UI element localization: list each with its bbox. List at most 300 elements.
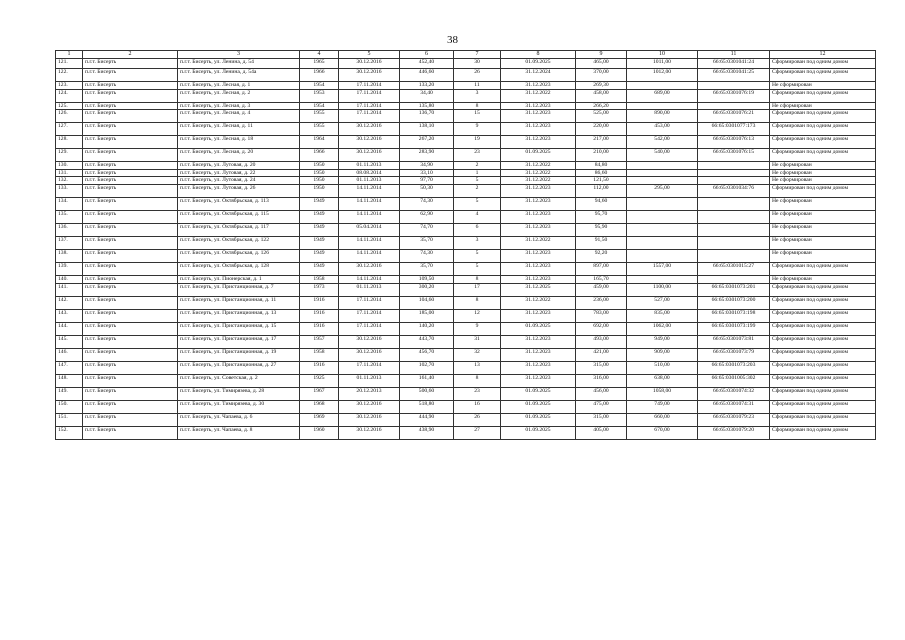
- cell-build-year: 1950: [300, 184, 339, 197]
- cell-area-2: 217,00: [576, 136, 627, 149]
- cell-settlement: п.г.т. Бисерть: [83, 177, 178, 185]
- cell-deadline: 01.09.2025: [501, 400, 576, 413]
- cell-area-2: 121,50: [576, 177, 627, 185]
- cell-row-number: 127.: [56, 123, 83, 136]
- cell-deadline: 31.12.2023: [501, 223, 576, 236]
- cell-land-status: Не сформирован: [770, 169, 876, 177]
- cell-build-year: 1916: [300, 296, 339, 309]
- cell-residents: 9: [454, 322, 501, 335]
- cell-settlement: п.г.т. Бисерть: [83, 210, 178, 223]
- cell-deadline: 01.09.2025: [501, 59, 576, 69]
- cell-settlement: п.г.т. Бисерть: [83, 283, 178, 296]
- cell-cadastral-number: 66:65:0301076:19: [698, 89, 770, 102]
- cell-build-year: 1925: [300, 374, 339, 387]
- table-row: [56, 59, 876, 69]
- cell-land-status: Сформирован под одним домом: [770, 400, 876, 413]
- cell-land-area: 638,00: [627, 374, 698, 387]
- cell-row-number: 149.: [56, 387, 83, 400]
- cell-area: 74,30: [400, 197, 454, 210]
- cell-row-number: 139.: [56, 262, 83, 275]
- cell-residents: 5: [454, 262, 501, 275]
- cell-settlement: п.г.т. Бисерть: [83, 249, 178, 262]
- cell-deadline: 31.12.2023: [501, 110, 576, 123]
- cell-residents: 6: [454, 223, 501, 236]
- cell-address: п.г.т. Бисерть, ул. Лесная, д. 11: [178, 123, 300, 136]
- cell-settlement: п.г.т. Бисерть: [83, 149, 178, 162]
- cell-residents: 19: [454, 136, 501, 149]
- cell-address: п.г.т. Бисерть, ул. Октябрьская, д. 122: [178, 236, 300, 249]
- cell-deadline: 31.12.2024: [501, 69, 576, 82]
- cell-settlement: п.г.т. Бисерть: [83, 136, 178, 149]
- cell-area: 62,90: [400, 210, 454, 223]
- cell-area-2: 459,00: [576, 283, 627, 296]
- cell-deadline: 01.09.2025: [501, 413, 576, 426]
- cell-land-status: Сформирован под одним домом: [770, 69, 876, 82]
- cell-area: 138,10: [400, 123, 454, 136]
- table-row: [56, 184, 876, 197]
- cell-land-area: 1011,00: [627, 59, 698, 69]
- cell-land-status: Сформирован под одним домом: [770, 296, 876, 309]
- table-row: [56, 236, 876, 249]
- cell-address: п.г.т. Бисерть, ул. Лутовая, д. 24: [178, 177, 300, 185]
- table-row: [56, 197, 876, 210]
- cell-deadline: 01.09.2025: [501, 322, 576, 335]
- cell-area-2: 315,00: [576, 413, 627, 426]
- cell-address: п.г.т. Бисерть, ул. Чапаева, д. 8: [178, 426, 300, 439]
- column-header-5: 5: [339, 51, 400, 59]
- cell-deadline: 31.12.2023: [501, 210, 576, 223]
- cell-row-number: 121.: [56, 59, 83, 69]
- cell-row-number: 144.: [56, 322, 83, 335]
- column-header-1: 1: [56, 51, 83, 59]
- cell-inspection-date: 01.11.2013: [339, 177, 400, 185]
- table-row: [56, 102, 876, 110]
- cell-land-area: [627, 275, 698, 283]
- cell-residents: 26: [454, 413, 501, 426]
- cell-deadline: 31.12.2023: [501, 184, 576, 197]
- cell-land-status: Не сформирован: [770, 210, 876, 223]
- cell-settlement: п.г.т. Бисерть: [83, 413, 178, 426]
- cell-deadline: 31.12.2025: [501, 283, 576, 296]
- cell-area-2: 91,50: [576, 236, 627, 249]
- cell-inspection-date: 30.12.2016: [339, 262, 400, 275]
- cell-address: п.г.т. Бисерть, ул. Чапаева, д. 6: [178, 413, 300, 426]
- cell-land-area: 453,00: [627, 123, 698, 136]
- cell-cadastral-number: [698, 275, 770, 283]
- cell-land-area: 909,00: [627, 348, 698, 361]
- cell-residents: 8: [454, 374, 501, 387]
- cell-area: 34,90: [400, 162, 454, 170]
- cell-land-status: Не сформирован: [770, 102, 876, 110]
- cell-land-status: Не сформирован: [770, 223, 876, 236]
- cell-land-status: Не сформирован: [770, 236, 876, 249]
- cell-build-year: 1949: [300, 197, 339, 210]
- cell-settlement: п.г.т. Бисерть: [83, 184, 178, 197]
- cell-settlement: п.г.т. Бисерть: [83, 262, 178, 275]
- cell-address: п.г.т. Бисерть, ул. Тимирязева, д. 28: [178, 387, 300, 400]
- table-row: [56, 387, 876, 400]
- cell-build-year: 1949: [300, 223, 339, 236]
- cell-cadastral-number: [698, 102, 770, 110]
- cell-build-year: 1955: [300, 123, 339, 136]
- cell-inspection-date: 17.11.2014: [339, 82, 400, 90]
- cell-inspection-date: 05.04.2014: [339, 223, 400, 236]
- cell-area-2: 86,60: [576, 169, 627, 177]
- cell-cadastral-number: [698, 249, 770, 262]
- cell-row-number: 150.: [56, 400, 83, 413]
- cell-land-area: 689,00: [627, 89, 698, 102]
- cell-row-number: 132.: [56, 177, 83, 185]
- cell-row-number: 130.: [56, 162, 83, 170]
- cell-row-number: 143.: [56, 309, 83, 322]
- header-row: [56, 51, 876, 59]
- cell-row-number: 131.: [56, 169, 83, 177]
- column-header-6: 6: [400, 51, 454, 59]
- cell-area-2: 95,70: [576, 210, 627, 223]
- cell-deadline: 31.12.2023: [501, 335, 576, 348]
- table-row: [56, 110, 876, 123]
- cell-land-status: Сформирован под одним домом: [770, 348, 876, 361]
- cell-deadline: 31.12.2023: [501, 123, 576, 136]
- cell-area-2: 525,00: [576, 110, 627, 123]
- cell-row-number: 151.: [56, 413, 83, 426]
- cell-area-2: 897,00: [576, 262, 627, 275]
- cell-land-area: 1557,00: [627, 262, 698, 275]
- cell-land-area: [627, 82, 698, 90]
- cell-row-number: 137.: [56, 236, 83, 249]
- cell-area-2: 94,60: [576, 197, 627, 210]
- cell-residents: 27: [454, 426, 501, 439]
- cell-build-year: 1966: [300, 149, 339, 162]
- cell-area: 300,20: [400, 283, 454, 296]
- cell-residents: 23: [454, 149, 501, 162]
- cell-cadastral-number: 66:65:0301074:31: [698, 400, 770, 413]
- cell-settlement: п.г.т. Бисерть: [83, 89, 178, 102]
- cell-inspection-date: 30.12.2016: [339, 348, 400, 361]
- cell-cadastral-number: [698, 177, 770, 185]
- cell-row-number: 136.: [56, 223, 83, 236]
- cell-deadline: 31.12.2023: [501, 309, 576, 322]
- cell-address: п.г.т. Бисерть, ул. Советская, д. 2: [178, 374, 300, 387]
- table-row: [56, 322, 876, 335]
- cell-build-year: 1916: [300, 309, 339, 322]
- cell-inspection-date: 01.11.2013: [339, 283, 400, 296]
- cell-residents: 15: [454, 110, 501, 123]
- cell-build-year: 1958: [300, 348, 339, 361]
- column-header-2: 2: [83, 51, 178, 59]
- cell-row-number: 138.: [56, 249, 83, 262]
- cell-cadastral-number: [698, 197, 770, 210]
- cell-inspection-date: 17.11.2014: [339, 322, 400, 335]
- cell-address: п.г.т. Бисерть, ул. Лесная, д. 2: [178, 89, 300, 102]
- cell-row-number: 135.: [56, 210, 83, 223]
- cell-inspection-date: 14.11.2014: [339, 210, 400, 223]
- cell-build-year: 1964: [300, 136, 339, 149]
- cell-residents: 2: [454, 162, 501, 170]
- cell-build-year: 1949: [300, 210, 339, 223]
- cell-area-2: 465,00: [576, 59, 627, 69]
- cell-area: 135,80: [400, 102, 454, 110]
- cell-settlement: п.г.т. Бисерть: [83, 110, 178, 123]
- cell-land-status: Сформирован под одним домом: [770, 413, 876, 426]
- table-row: [56, 262, 876, 275]
- cell-land-status: Сформирован под одним домом: [770, 322, 876, 335]
- cell-settlement: п.г.т. Бисерть: [83, 426, 178, 439]
- table-row: [56, 374, 876, 387]
- cell-deadline: 31.12.2022: [501, 162, 576, 170]
- table-row: [56, 348, 876, 361]
- cell-residents: 8: [454, 102, 501, 110]
- cell-land-area: 1058,00: [627, 387, 698, 400]
- cell-area-2: 316,00: [576, 374, 627, 387]
- cell-inspection-date: 17.11.2014: [339, 309, 400, 322]
- cell-land-status: Не сформирован: [770, 177, 876, 185]
- cell-row-number: 129.: [56, 149, 83, 162]
- cell-land-status: Сформирован под одним домом: [770, 374, 876, 387]
- cell-cadastral-number: [698, 236, 770, 249]
- cell-land-status: Сформирован под одним домом: [770, 59, 876, 69]
- cell-address: п.г.т. Бисерть, ул. Лесная, д. 20: [178, 149, 300, 162]
- column-header-11: 11: [698, 51, 770, 59]
- cell-residents: 5: [454, 249, 501, 262]
- cell-deadline: 01.09.2025: [501, 387, 576, 400]
- cell-inspection-date: 14.11.2014: [339, 236, 400, 249]
- cell-build-year: 1949: [300, 236, 339, 249]
- cell-build-year: 1960: [300, 426, 339, 439]
- cell-settlement: п.г.т. Бисерть: [83, 374, 178, 387]
- cell-deadline: 31.12.2023: [501, 275, 576, 283]
- cell-deadline: 31.12.2022: [501, 296, 576, 309]
- cell-address: п.г.т. Бисерть, ул. Лесная, д. 18: [178, 136, 300, 149]
- cell-land-status: Сформирован под одним домом: [770, 387, 876, 400]
- cell-build-year: 1916: [300, 322, 339, 335]
- cell-address: п.г.т. Бисерть, ул. Октябрьская, д. 113: [178, 197, 300, 210]
- table-row: [56, 162, 876, 170]
- cell-address: п.г.т. Бисерть, ул. Пристанционная, д. 27: [178, 361, 300, 374]
- cell-land-area: 1062,00: [627, 322, 698, 335]
- page-number: 38: [447, 34, 458, 46]
- cell-build-year: 1965: [300, 59, 339, 69]
- column-header-4: 4: [300, 51, 339, 59]
- cell-residents: 5: [454, 197, 501, 210]
- housing-register-table: [55, 50, 876, 440]
- cell-area: 74,70: [400, 223, 454, 236]
- cell-inspection-date: 01.11.2013: [339, 374, 400, 387]
- cell-build-year: 1916: [300, 361, 339, 374]
- cell-inspection-date: 14.11.2014: [339, 184, 400, 197]
- column-header-7: 7: [454, 51, 501, 59]
- cell-land-status: Сформирован под одним домом: [770, 136, 876, 149]
- cell-land-area: [627, 223, 698, 236]
- table-row: [56, 149, 876, 162]
- cell-area-2: 236,00: [576, 296, 627, 309]
- cell-land-area: [627, 236, 698, 249]
- table-row: [56, 249, 876, 262]
- cell-cadastral-number: [698, 169, 770, 177]
- cell-row-number: 146.: [56, 348, 83, 361]
- cell-inspection-date: 30.12.2016: [339, 413, 400, 426]
- cell-area: 438,90: [400, 426, 454, 439]
- cell-area-2: 112,00: [576, 184, 627, 197]
- cell-area: 133,20: [400, 82, 454, 90]
- column-header-9: 9: [576, 51, 627, 59]
- cell-area: 185,00: [400, 309, 454, 322]
- cell-area: 267,20: [400, 136, 454, 149]
- cell-build-year: 1973: [300, 283, 339, 296]
- cell-inspection-date: 14.11.2014: [339, 275, 400, 283]
- cell-address: п.г.т. Бисерть, ул. Пристанционная, д. 15: [178, 322, 300, 335]
- cell-build-year: 1950: [300, 169, 339, 177]
- cell-address: п.г.т. Бисерть, ул. Пионерская, д. 1: [178, 275, 300, 283]
- cell-deadline: 31.12.2023: [501, 348, 576, 361]
- cell-settlement: п.г.т. Бисерть: [83, 59, 178, 69]
- cell-land-status: Не сформирован: [770, 82, 876, 90]
- cell-residents: 4: [454, 210, 501, 223]
- cell-residents: 3: [454, 89, 501, 102]
- cell-land-status: Не сформирован: [770, 275, 876, 283]
- cell-area-2: 266,20: [576, 102, 627, 110]
- cell-deadline: 31.12.2023: [501, 82, 576, 90]
- column-header-10: 10: [627, 51, 698, 59]
- cell-deadline: 31.12.2022: [501, 89, 576, 102]
- cell-residents: 17: [454, 283, 501, 296]
- cell-inspection-date: 30.12.2016: [339, 69, 400, 82]
- cell-settlement: п.г.т. Бисерть: [83, 102, 178, 110]
- table-row: [56, 136, 876, 149]
- cell-land-area: 749,00: [627, 400, 698, 413]
- cell-inspection-date: 30.12.2016: [339, 426, 400, 439]
- cell-residents: 31: [454, 335, 501, 348]
- cell-residents: 9: [454, 123, 501, 136]
- cell-row-number: 148.: [56, 374, 83, 387]
- cell-row-number: 124.: [56, 89, 83, 102]
- cell-address: п.г.т. Бисерть, ул. Пристанционная, д. 7: [178, 283, 300, 296]
- cell-land-status: Сформирован под одним домом: [770, 89, 876, 102]
- cell-land-status: Не сформирован: [770, 197, 876, 210]
- cell-inspection-date: 30.12.2016: [339, 149, 400, 162]
- cell-inspection-date: 14.11.2014: [339, 249, 400, 262]
- cell-build-year: 1955: [300, 110, 339, 123]
- cell-build-year: 1950: [300, 177, 339, 185]
- cell-residents: 12: [454, 309, 501, 322]
- cell-area-2: 421,00: [576, 348, 627, 361]
- cell-inspection-date: 01.11.2013: [339, 162, 400, 170]
- column-header-8: 8: [501, 51, 576, 59]
- cell-area-2: 315,00: [576, 361, 627, 374]
- cell-build-year: 1957: [300, 335, 339, 348]
- cell-land-area: [627, 210, 698, 223]
- cell-area-2: 165,70: [576, 275, 627, 283]
- cell-land-status: Не сформирован: [770, 162, 876, 170]
- cell-land-area: [627, 249, 698, 262]
- table-row: [56, 69, 876, 82]
- cell-area: 443,70: [400, 335, 454, 348]
- cell-cadastral-number: 66:65:0301076:13: [698, 136, 770, 149]
- cell-residents: 2: [454, 184, 501, 197]
- cell-inspection-date: 30.12.2016: [339, 59, 400, 69]
- cell-inspection-date: 17.11.2014: [339, 361, 400, 374]
- cell-land-status: Сформирован под одним домом: [770, 184, 876, 197]
- cell-area: 444,90: [400, 413, 454, 426]
- cell-residents: 32: [454, 348, 501, 361]
- cell-cadastral-number: 66:65:0301073:81: [698, 335, 770, 348]
- cell-deadline: 31.12.2023: [501, 136, 576, 149]
- cell-settlement: п.г.т. Бисерть: [83, 322, 178, 335]
- table-row: [56, 361, 876, 374]
- cell-land-status: Сформирован под одним домом: [770, 309, 876, 322]
- cell-land-area: 1012,00: [627, 69, 698, 82]
- cell-residents: 30: [454, 59, 501, 69]
- cell-settlement: п.г.т. Бисерть: [83, 296, 178, 309]
- table-row: [56, 309, 876, 322]
- cell-land-area: 660,00: [627, 413, 698, 426]
- cell-address: п.г.т. Бисерть, ул. Ленина, д. 54а: [178, 69, 300, 82]
- cell-address: п.г.т. Бисерть, ул. Лутовая, д. 22: [178, 169, 300, 177]
- cell-land-status: Сформирован под одним домом: [770, 335, 876, 348]
- cell-deadline: 31.12.2023: [501, 102, 576, 110]
- cell-cadastral-number: [698, 223, 770, 236]
- cell-build-year: 1969: [300, 413, 339, 426]
- cell-settlement: п.г.т. Бисерть: [83, 236, 178, 249]
- cell-build-year: 1958: [300, 275, 339, 283]
- cell-area-2: 493,00: [576, 335, 627, 348]
- cell-land-area: 510,00: [627, 361, 698, 374]
- cell-area-2: 783,00: [576, 309, 627, 322]
- cell-area-2: 692,00: [576, 322, 627, 335]
- cell-row-number: 142.: [56, 296, 83, 309]
- cell-cadastral-number: 66:65:0301074:32: [698, 387, 770, 400]
- cell-cadastral-number: 66:65:0301073:201: [698, 283, 770, 296]
- cell-land-area: 949,00: [627, 335, 698, 348]
- cell-build-year: 1968: [300, 400, 339, 413]
- cell-settlement: п.г.т. Бисерть: [83, 123, 178, 136]
- cell-land-status: Не сформирован: [770, 249, 876, 262]
- cell-inspection-date: 17.11.2014: [339, 89, 400, 102]
- cell-area-2: 458,00: [576, 89, 627, 102]
- cell-land-area: 527,00: [627, 296, 698, 309]
- cell-land-area: 542,00: [627, 136, 698, 149]
- cell-area: 97,70: [400, 177, 454, 185]
- cell-cadastral-number: 66:65:0301073:200: [698, 296, 770, 309]
- cell-land-area: 540,00: [627, 149, 698, 162]
- cell-inspection-date: 20.12.2013: [339, 387, 400, 400]
- cell-settlement: п.г.т. Бисерть: [83, 223, 178, 236]
- cell-area: 500,60: [400, 387, 454, 400]
- cell-area: 50,30: [400, 184, 454, 197]
- cell-deadline: 31.12.2022: [501, 236, 576, 249]
- cell-area: 34,40: [400, 89, 454, 102]
- cell-address: п.г.т. Бисерть, ул. Пристанционная, д. 19: [178, 348, 300, 361]
- table-row: [56, 82, 876, 90]
- cell-area: 33,10: [400, 169, 454, 177]
- cell-address: п.г.т. Бисерть, ул. Октябрьская, д. 128: [178, 262, 300, 275]
- cell-inspection-date: 17.11.2014: [339, 102, 400, 110]
- cell-area-2: 220,00: [576, 123, 627, 136]
- table-row: [56, 400, 876, 413]
- cell-cadastral-number: 66:65:0301034:76: [698, 184, 770, 197]
- cell-cadastral-number: 66:65:0301073:79: [698, 348, 770, 361]
- cell-area-2: 269,30: [576, 82, 627, 90]
- cell-address: п.г.т. Бисерть, ул. Пристанционная, д. 11: [178, 296, 300, 309]
- cell-inspection-date: 30.12.2016: [339, 335, 400, 348]
- cell-address: п.г.т. Бисерть, ул. Октябрьская, д. 117: [178, 223, 300, 236]
- cell-address: п.г.т. Бисерть, ул. Ленина, д. 54: [178, 59, 300, 69]
- cell-deadline: 31.12.2023: [501, 361, 576, 374]
- column-header-3: 3: [178, 51, 300, 59]
- cell-cadastral-number: 66:65:0301076:15: [698, 149, 770, 162]
- cell-settlement: п.г.т. Бисерть: [83, 197, 178, 210]
- cell-area-2: 370,00: [576, 69, 627, 82]
